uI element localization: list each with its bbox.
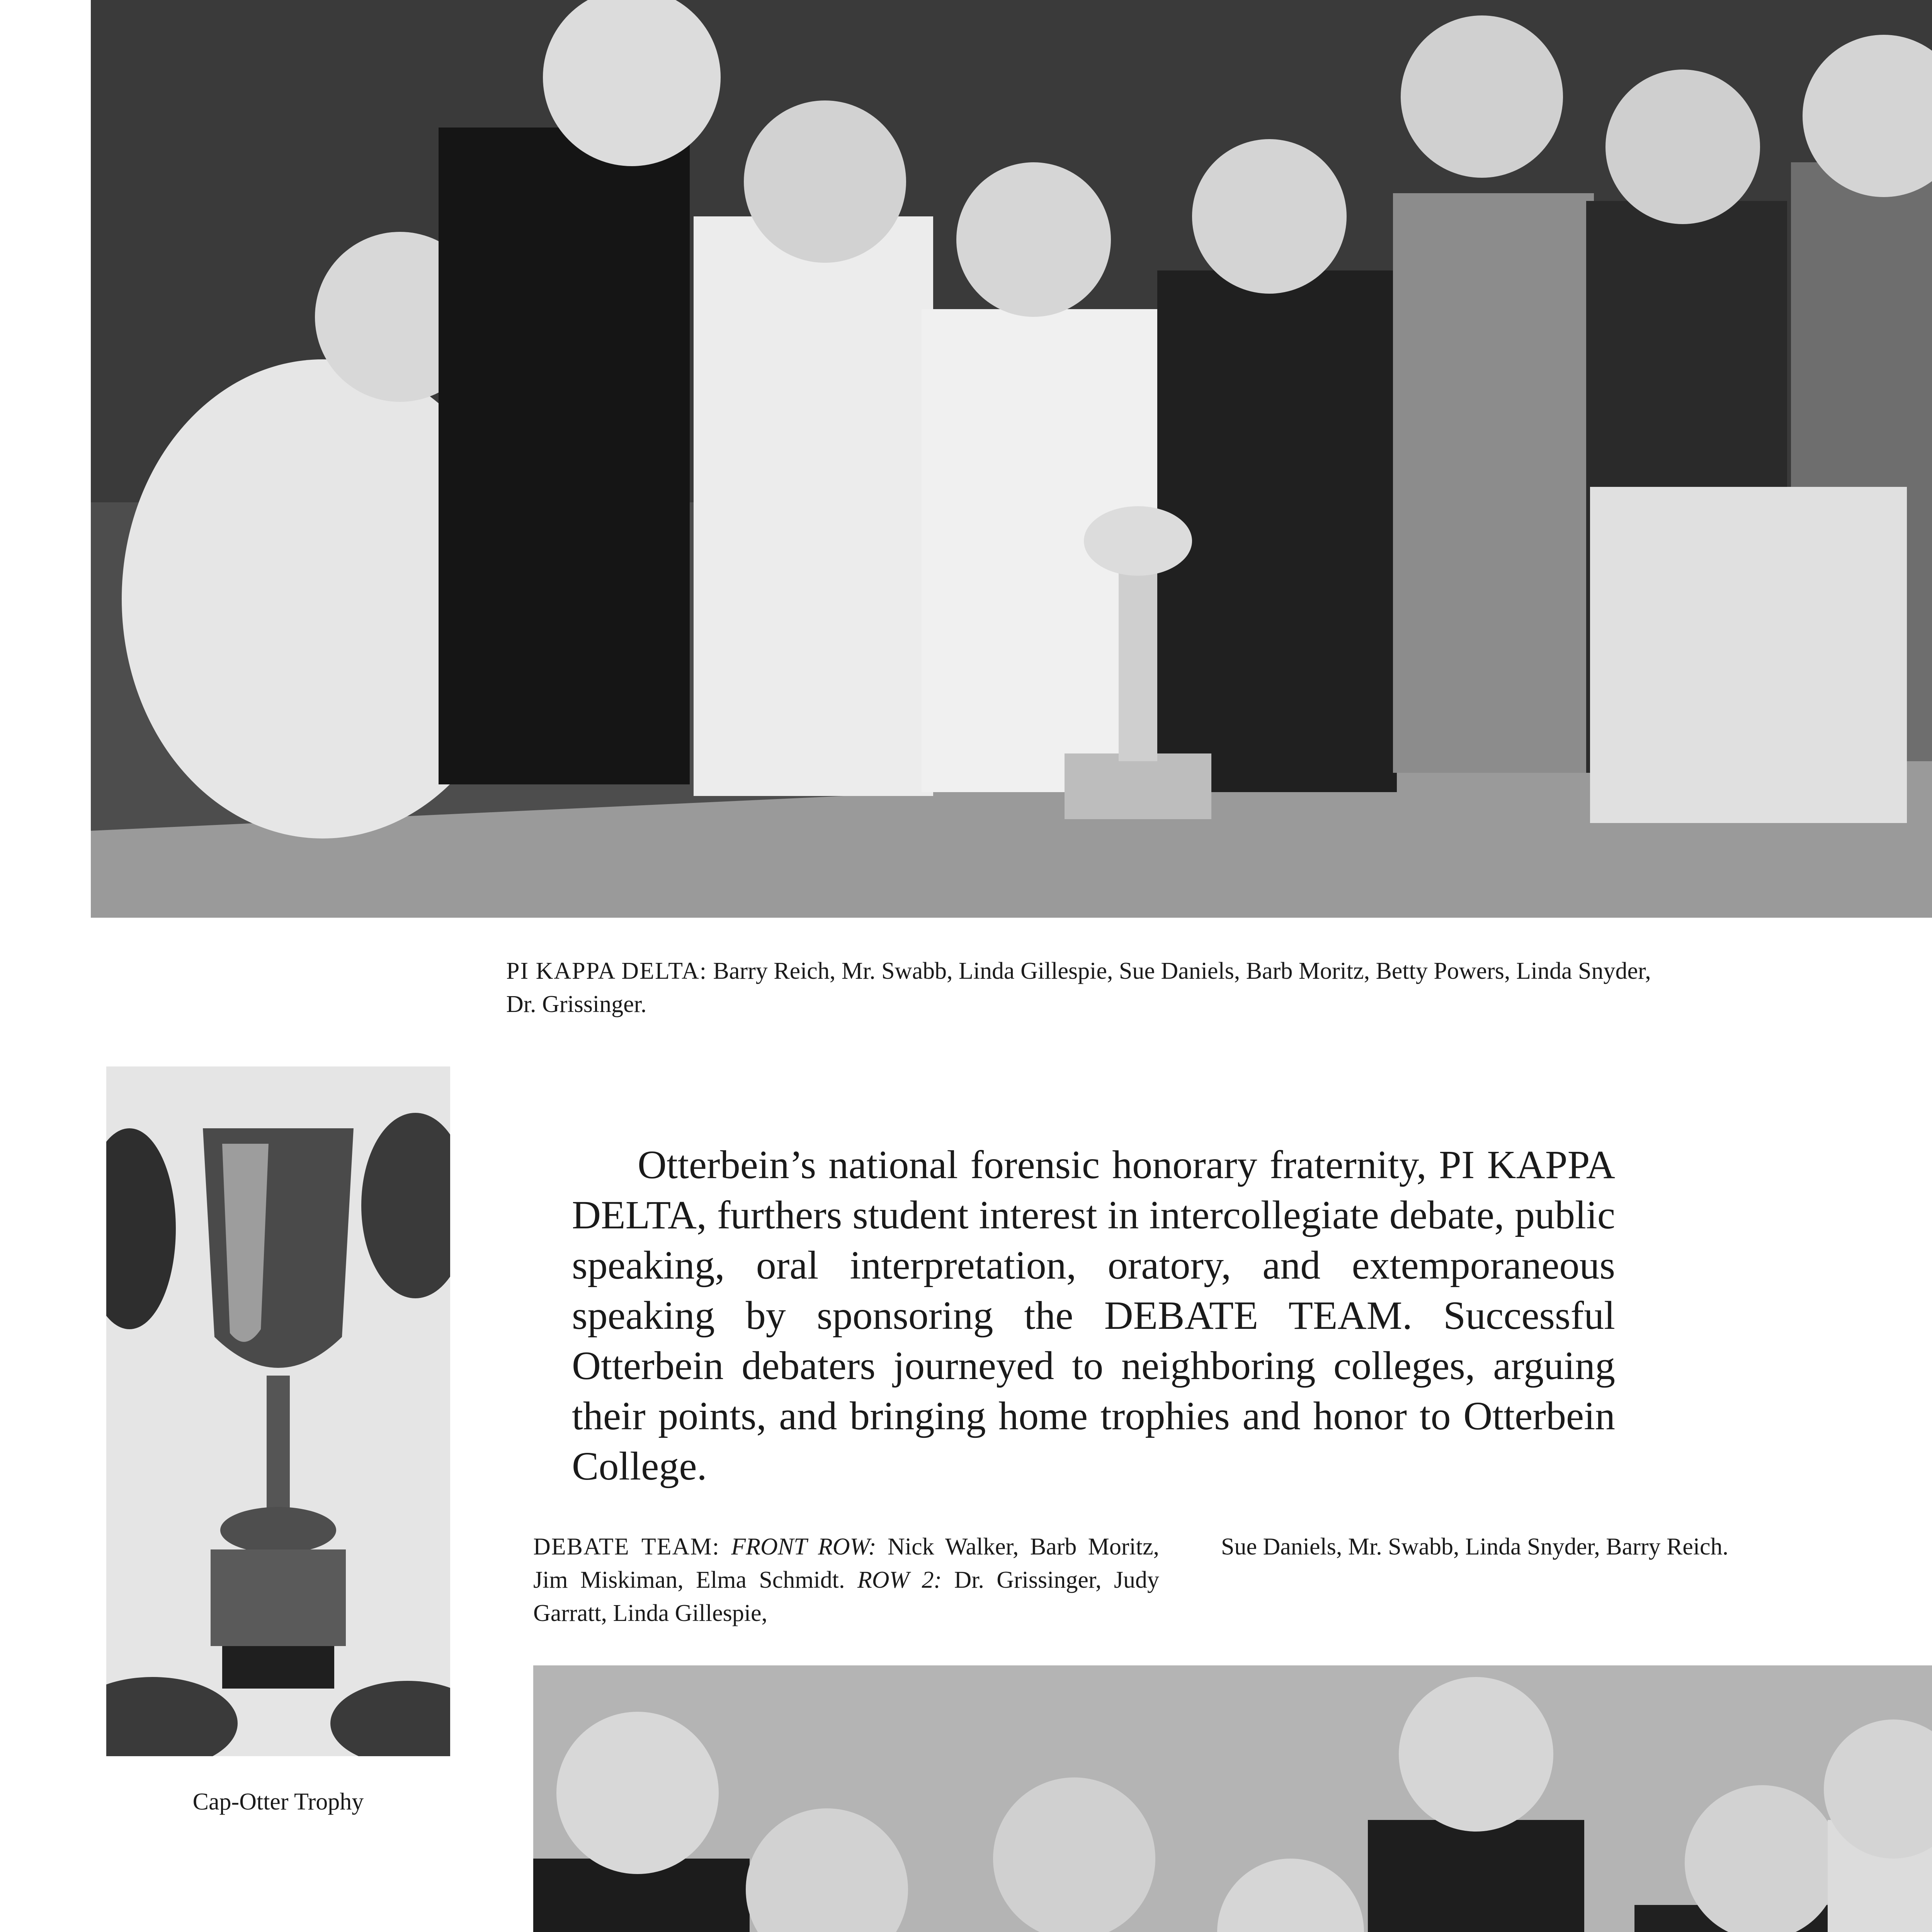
body-paragraph-text: Otterbein’s national forensic honorary fraternity, PI KAPPA DELTA, furthers student interest in intercollegiate debate, public speaking, oral interpretation, oratory, and extemporaneous speaking by sponsoring the DEBATE TEAM. Successful Otterbein debaters journeyed to neighboring colleges, arguing their points, and bringing home trophies and honor to Otterbein College. [572,1143,1615,1488]
body-paragraph [572,1140,1615,1492]
row2-names-part1: Dr. Grissinger, Judy Garratt, Linda Gillespie, [533,1567,1159,1626]
front-row-label: FRONT ROW: [731,1534,876,1560]
row2-names-part2: Sue Daniels, Mr. Swabb, Linda Snyder, Barry Reich. [1221,1534,1729,1560]
trophy-caption: Cap-Otter Trophy [192,1789,364,1815]
pi-kappa-delta-caption-names: Barry Reich, Mr. Swabb, Linda Gillespie, Sue Daniels, Barb Moritz, Betty Powers, Linda Snyder, Dr. Grissinger. [506,958,1651,1017]
trophy-photo [106,1066,450,1756]
row2-label: ROW 2: [857,1567,942,1593]
pi-kappa-delta-photo-art [91,0,1932,918]
trophy-photo-art [106,1066,450,1756]
front-row-names: Nick Walker, Barb Moritz, Jim Miskiman, Elma Schmidt. [533,1534,1159,1593]
debate-team-caption-right [1221,1530,1839,1563]
debate-team-photo [533,1665,1932,1932]
debate-team-caption-left [533,1530,1159,1630]
pi-kappa-delta-photo [91,0,1932,918]
debate-team-caption-title: DEBATE TEAM: [533,1534,720,1560]
pi-kappa-delta-caption-title: PI KAPPA DELTA: [506,958,707,984]
debate-team-photo-art [533,1665,1932,1932]
pi-kappa-delta-caption [506,954,1685,1021]
